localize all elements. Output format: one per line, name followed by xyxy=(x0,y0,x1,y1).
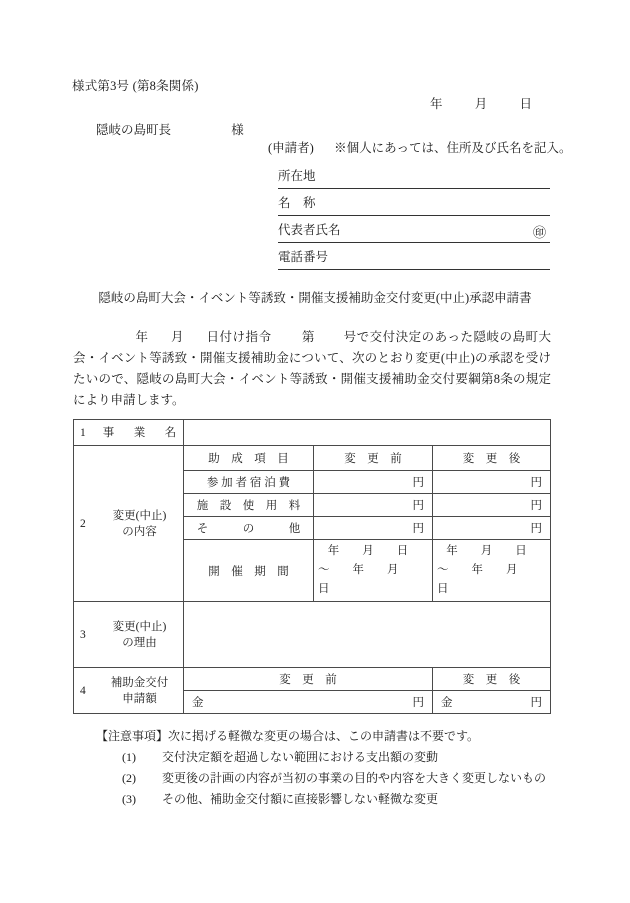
row-number-3: 3 xyxy=(80,628,86,641)
notes-section xyxy=(96,726,546,810)
row-label-amount-line2: 申請額 xyxy=(122,692,157,705)
note-number-2: (2) xyxy=(122,771,136,785)
body-number-label: 第 xyxy=(301,330,316,344)
period-after[interactable] xyxy=(433,540,551,602)
unit-yen: 円 xyxy=(412,477,424,489)
body-line2: 会・イベント等誘致・開催支援補助金について、次のとおり変更(中止)の承認を受けたい xyxy=(73,351,551,386)
row-label-reason-line1: 変更(中止) xyxy=(112,620,167,633)
date-day-label: 日 xyxy=(519,97,533,111)
date-line xyxy=(430,94,532,112)
applicant-fields xyxy=(278,162,550,270)
body-line1-tail: 号で交付決定のあった隠岐の島町大 xyxy=(343,330,551,344)
field-row-representative[interactable] xyxy=(278,216,550,243)
item-after-other[interactable] xyxy=(433,517,551,540)
table-row-amount-header xyxy=(74,668,551,691)
field-label-name: 名 称 xyxy=(278,196,316,210)
table-row-reason xyxy=(74,602,551,668)
body-order-label: 日付け指令 xyxy=(206,330,272,344)
field-label-address: 所在地 xyxy=(278,169,316,183)
notes-heading: 【注意事項】次に掲げる軽微な変更の場合は、この申請書は不要です。 xyxy=(96,729,480,743)
cell-label-project-name xyxy=(74,420,184,446)
row-label-change-content xyxy=(96,508,183,540)
field-label-phone: 電話番号 xyxy=(278,250,329,264)
applicant-note-text: ※個人にあっては、住所及び氏名を記入。 xyxy=(334,141,572,155)
item-before-lodging[interactable] xyxy=(314,471,433,494)
addressee-honorific: 様 xyxy=(231,123,244,137)
applicant-note xyxy=(268,138,571,156)
cell-value-reason[interactable] xyxy=(184,602,551,668)
body-paragraph xyxy=(73,327,551,411)
note-number-1: (1) xyxy=(122,750,136,764)
note-item-3 xyxy=(96,789,546,810)
field-row-name[interactable] xyxy=(278,189,550,216)
row-label-amount-line1: 補助金交付 xyxy=(110,676,169,689)
row-label-reason-line2: の理由 xyxy=(122,636,157,649)
addressee xyxy=(96,120,244,138)
cell-label-reason xyxy=(74,602,184,668)
amount-value-after[interactable] xyxy=(433,691,551,714)
cell-label-change-content xyxy=(74,446,184,602)
period-before[interactable] xyxy=(314,540,433,602)
date-month-label: 月 xyxy=(474,97,488,111)
body-line3: ので、隠岐の島町大会・イベント等誘致・開催支援補助金交付要綱第8条の規定により申請 xyxy=(73,372,551,407)
page-title: 隠岐の島町大会・イベント等誘致・開催支援補助金交付変更(中止)承認申請書 xyxy=(98,291,532,305)
row-label-reason xyxy=(96,619,183,651)
cell-label-amount xyxy=(74,668,184,714)
amount-unit-after: 円 xyxy=(530,697,543,709)
row-label-amount xyxy=(96,675,183,707)
amount-value-before[interactable] xyxy=(184,691,433,714)
table-row-change-header xyxy=(74,446,551,471)
row-number-2: 2 xyxy=(80,517,86,530)
item-after-lodging[interactable] xyxy=(433,471,551,494)
body-month-label: 月 xyxy=(170,330,185,344)
amount-header-after: 変 更 後 xyxy=(433,668,551,691)
unit-yen: 円 xyxy=(412,523,424,535)
note-text-1: 交付決定額を超過しない範囲における支出額の変動 xyxy=(162,750,439,764)
seal-icon-representative: ㊞ xyxy=(532,225,546,240)
note-item-2 xyxy=(96,768,546,789)
amount-prefix-before: 金 xyxy=(192,697,204,709)
column-header-subsidy-item: 助 成 項 目 xyxy=(184,446,314,471)
period-after-line1: 年 月 日 xyxy=(446,545,527,557)
column-header-before: 変 更 前 xyxy=(314,446,433,471)
note-item-1 xyxy=(96,747,546,768)
table-row-project-name xyxy=(74,420,551,446)
item-after-facility[interactable] xyxy=(433,494,551,517)
note-text-2: 変更後の計画の内容が当初の事業の目的や内容を大きく変更しないもの xyxy=(162,771,547,785)
item-label-lodging: 参 加 者 宿 泊 費 xyxy=(184,471,314,494)
row-number-1: 1 xyxy=(80,426,86,439)
body-line4: します。 xyxy=(135,393,185,407)
form-number: 様式第3号 (第8条関係) xyxy=(72,79,199,93)
unit-yen: 円 xyxy=(530,523,543,535)
item-before-other[interactable] xyxy=(314,517,433,540)
item-label-period: 開 催 期 間 xyxy=(184,540,314,602)
unit-yen: 円 xyxy=(530,477,543,489)
amount-prefix-after: 金 xyxy=(441,697,453,709)
note-number-3: (3) xyxy=(122,792,136,806)
period-before-line2: ～ 年 月 日 xyxy=(318,564,422,595)
item-label-facility: 施 設 使 用 料 xyxy=(184,494,314,517)
row-number-4: 4 xyxy=(80,684,86,697)
item-before-facility[interactable] xyxy=(314,494,433,517)
field-row-phone[interactable] xyxy=(278,243,550,270)
amount-header-before: 変 更 前 xyxy=(184,668,433,691)
row-label-change-content-line2: の内容 xyxy=(122,525,157,538)
date-year-label: 年 xyxy=(430,97,443,111)
field-row-address[interactable] xyxy=(278,162,550,189)
item-label-other: そ の 他 xyxy=(184,517,314,540)
period-before-line1: 年 月 日 xyxy=(327,545,409,557)
row-label-project-name: 事 業 名 xyxy=(102,426,181,439)
row-label-change-content-line1: 変更(中止) xyxy=(112,509,167,522)
period-after-line2: ～ 年 月 日 xyxy=(437,564,541,595)
note-text-3: その他、補助金交付額に直接影響しない軽微な変更 xyxy=(162,792,439,806)
unit-yen: 円 xyxy=(412,500,424,512)
body-year-label: 年 xyxy=(135,330,149,344)
cell-value-project-name[interactable] xyxy=(184,420,551,446)
application-table xyxy=(73,419,551,714)
field-label-representative: 代表者氏名 xyxy=(278,223,341,237)
amount-unit-before: 円 xyxy=(412,697,424,709)
column-header-after: 変 更 後 xyxy=(433,446,551,471)
applicant-label: (申請者) xyxy=(268,141,314,155)
unit-yen: 円 xyxy=(530,500,543,512)
addressee-name: 隠岐の島町長 xyxy=(96,123,172,137)
